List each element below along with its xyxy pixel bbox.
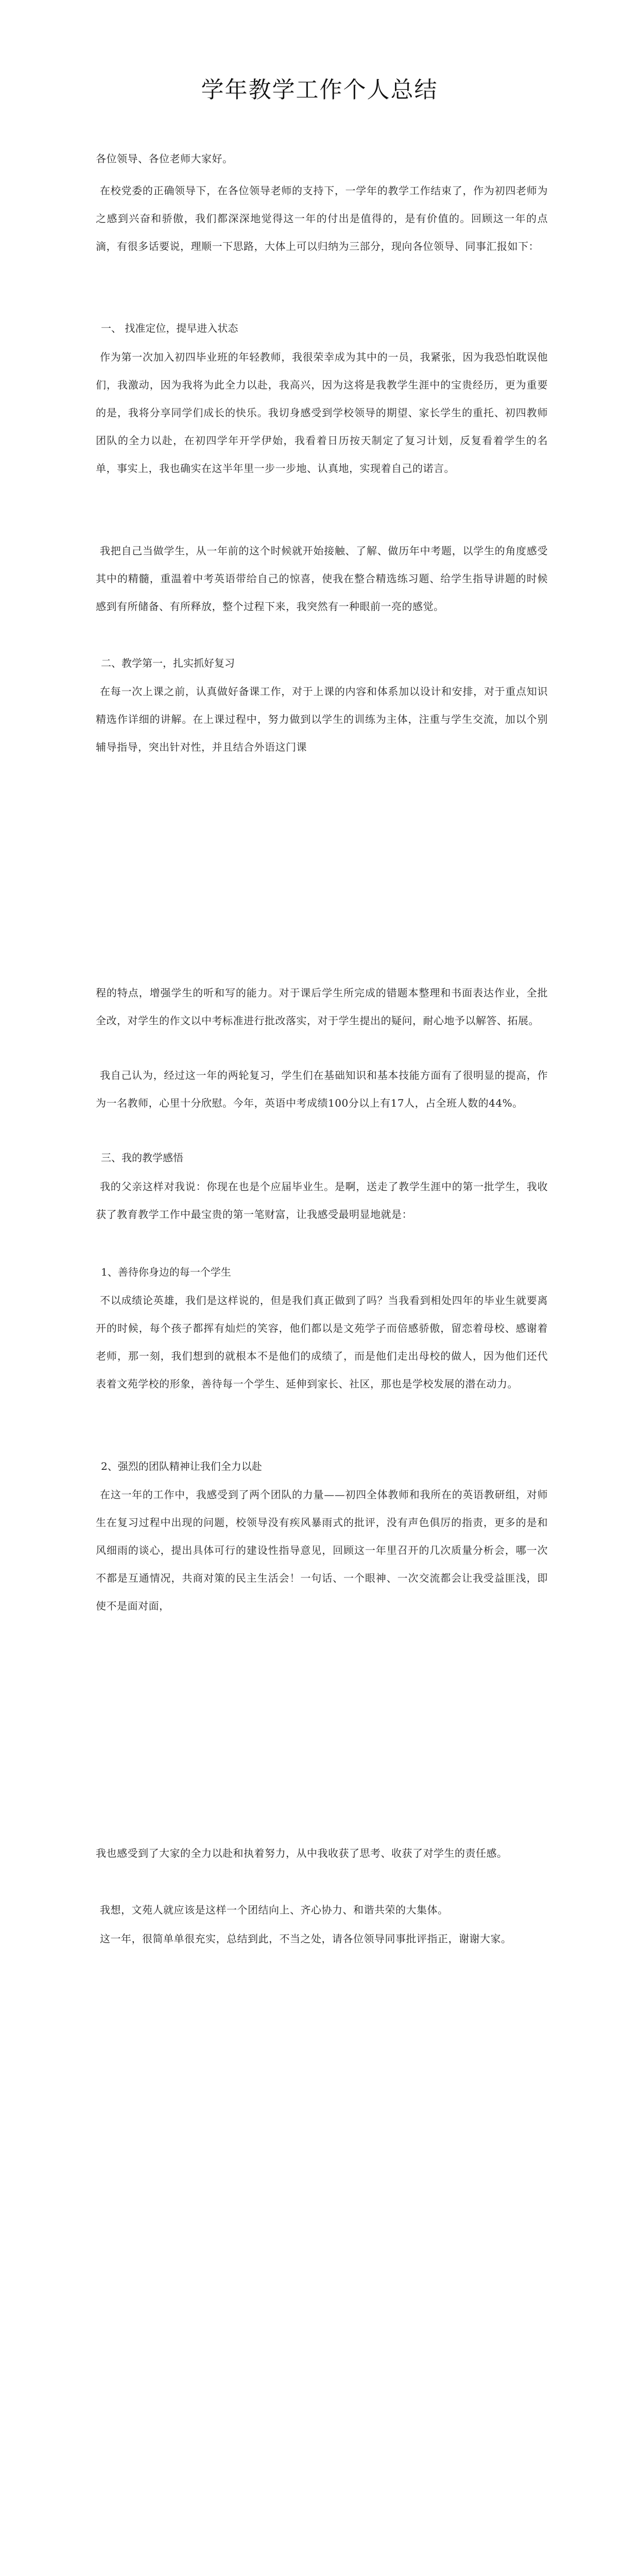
intro-paragraph: 在校党委的正确领导下，在各位领导老师的支持下，一学年的教学工作结束了，作为初四老师为之感到兴奋和骄傲，我们都深深地觉得这一年的付出是值得的，是有价值的。回顾这一年的点滴，有很多话要说，理顺一下思路，大体上可以归纳为三部分，现向各位领导、同事汇报如下： <box>96 184 548 252</box>
document-title: 学年教学工作个人总结 <box>201 77 438 103</box>
section2-paragraph-1b: 程的特点，增强学生的听和写的能力。对于课后学生所完成的错题本整理和书面表达作业，全批全改，对学生的作文以中考标准进行批改落实，对于学生提出的疑问，耐心地予以解答、拓展。 <box>96 987 548 1027</box>
section2-paragraph-1a: 在每一次上课之前，认真做好备课工作，对于上课的内容和体系加以设计和安排，对于重点知识精选作详细的讲解。在上课过程中，努力做到以学生的训练为主体，注重与学生交流，加以个别辅导指导，突出针对性，并且结合外语这门课 <box>96 685 548 753</box>
subsection2-paragraph-a: 在这一年的工作中，我感受到了两个团队的力量——初四全体教师和我所在的英语教研组，对师生在复习过程中出现的问题，校领导没有疾风暴雨式的批评，没有声色俱厉的指责，更多的是和风细雨的谈心，提出具体可行的建设性指导意见，回顾这一年里召开的几次质量分析会，哪一次不都是互通情况，共商对策的民主生活会！一句话、一个眼神、一次交流都会让我受益匪浅，即使不是面对面， <box>96 1488 548 1612</box>
section1-heading: 一、 找准定位，提早进入状态 <box>101 322 238 334</box>
section2-heading: 二、教学第一，扎实抓好复习 <box>101 657 235 669</box>
section1-paragraph-2: 我把自己当做学生，从一年前的这个时候就开始接触、了解、做历年中考题，以学生的角度感受其中的精髓，重温着中考英语带给自己的惊喜，使我在整合精选练习题、给学生指导讲题的时候感到有所储备、有所释放，整个过程下来，我突然有一种眼前一亮的感觉。 <box>96 545 548 613</box>
greeting-paragraph: 各位领导、各位老师大家好。 <box>96 152 233 165</box>
closing-paragraph-1: 我想，文苑人就应该是这样一个团结向上、齐心协力、和谐共荣的大集体。 <box>100 1904 448 1916</box>
closing-paragraph-2: 这一年，很简单单很充实，总结到此，不当之处，请各位领导同事批评指正，谢谢大家。 <box>100 1933 512 1945</box>
section3-paragraph-1: 我的父亲这样对我说：你现在也是个应届毕业生。是啊，送走了教学生涯中的第一批学生，我收获了教育教学工作中最宝贵的第一笔财富，让我感受最明显地就是： <box>96 1180 548 1221</box>
subsection2-heading: 2、强烈的团队精神让我们全力以赴 <box>101 1460 262 1472</box>
subsection2-paragraph-b: 我也感受到了大家的全力以赴和执着努力，从中我收获了思考、收获了对学生的责任感。 <box>96 1847 508 1859</box>
subsection1-heading: 1、善待你身边的每一个学生 <box>101 1266 231 1278</box>
subsection1-paragraph: 不以成绩论英雄，我们是这样说的，但是我们真正做到了吗？当我看到相处四年的毕业生就要离开的时候，每个孩子都挥有灿烂的笑容，他们都以是文苑学子而倍感骄傲，留恋着母校、感谢着老师，那一刻，我们想到的就根本不是他们的成绩了，而是他们走出母校的做人，因为他们还代表着文苑学校的形象，善待每一个学生、延伸到家长、社区，那也是学校发展的潜在动力。 <box>96 1294 548 1390</box>
section2-paragraph-2: 我自己认为，经过这一年的两轮复习，学生们在基础知识和基本技能方面有了很明显的提高，作为一名教师，心里十分欣慰。今年，英语中考成绩100分以上有17人，占全班人数的44%。 <box>96 1069 548 1109</box>
section1-paragraph-1: 作为第一次加入初四毕业班的年轻教师，我很荣幸成为其中的一员，我紧张，因为我恐怕耽误他们，我激动，因为我将为此全力以赴，我高兴，因为这将是我教学生涯中的宝贵经历，更为重要的是，我将分享同学们成长的快乐。我切身感受到学校领导的期望、家长学生的重托、初四教师团队的全力以赴，在初四学年开学伊始，我看着日历按天制定了复习计划，反复看着学生的名单，事实上，我也确实在这半年里一步一步地、认真地，实现着自己的诺言。 <box>96 351 548 474</box>
section3-heading: 三、我的教学感悟 <box>101 1151 183 1164</box>
